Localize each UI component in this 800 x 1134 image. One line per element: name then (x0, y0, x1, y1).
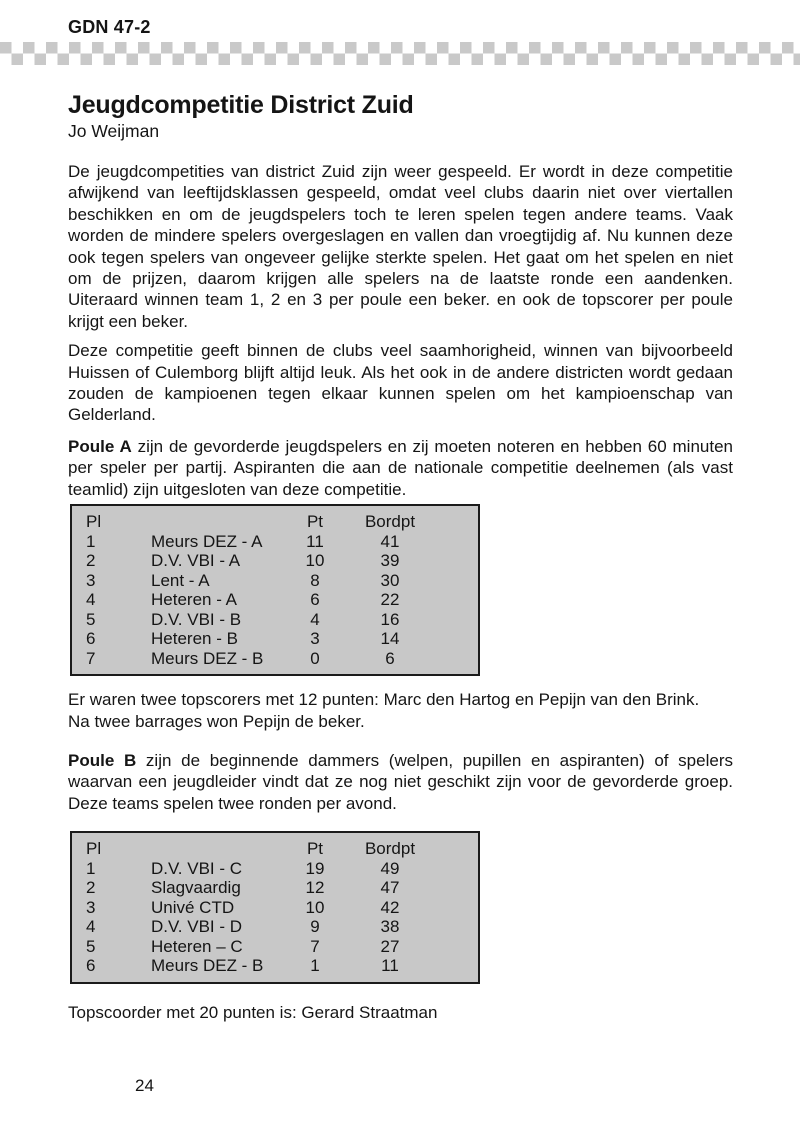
cell-pt: 12 (305, 878, 325, 898)
column-header-pl: Pl (86, 512, 102, 532)
cell-pt: 9 (310, 917, 320, 937)
cell-pt: 1 (310, 956, 320, 976)
standings-table-poule-b (70, 831, 480, 984)
table-row (71, 859, 479, 879)
paragraph-poule-b (68, 750, 733, 814)
cell-pl: 5 (86, 609, 96, 629)
column-header-bordpt: Bordpt (364, 839, 416, 859)
poule-b-label: Poule B (68, 750, 137, 770)
poule-a-label: Poule A (68, 436, 132, 456)
article-body (68, 92, 733, 1023)
table-row (71, 551, 479, 571)
paragraph-intro: De jeugdcompetities van district Zuid zijn weer gespeeld. Er wordt in deze competitie afwijkend van leeftijdsklassen gespeeld, omdat veel clubs daarin niet over viertallen beschikken en om de jeugdspelers toch te leren spelen tegen andere teams. Vaak worden de mindere spelers overgeslagen en vallen dan vroegtijdig af. Nu kunnen deze ook tegen spelers van ongeveer gelijke sterkte spelen. Het gaat om het spelen en niet om de prijzen, daarom krijgen alle spelers na de laatste ronde een aandenken. Uiteraard winnen team 1, 2 en 3 per poule een beker. en ook de topscorer per poule krijgt een beker. (68, 162, 733, 331)
cell-team: Lent - A (151, 570, 210, 590)
cell-filler (435, 859, 479, 879)
cell-bordpt: 49 (380, 858, 400, 878)
article-title: Jeugdcompetitie District Zuid (68, 91, 414, 119)
paragraph-topscorer-b: Topscoorder met 20 punten is: Gerard Straatman (68, 1002, 438, 1022)
cell-team: Meurs DEZ - B (151, 648, 264, 668)
column-header-pt: Pt (306, 512, 324, 532)
cell-pt: 4 (310, 609, 320, 629)
cell-pt: 0 (310, 648, 320, 668)
poule-a-text: zijn de gevorderde jeugdspelers en zij moeten noteren en hebben 60 minuten per speler per partij. Aspiranten die aan de nationale competitie deelnemen (als vast teamlid) zijn uitgesloten van deze competitie. (68, 436, 733, 499)
column-header-team (151, 832, 285, 859)
cell-bordpt: 47 (380, 878, 400, 898)
column-header-filler (435, 505, 479, 532)
cell-pl: 5 (86, 936, 96, 956)
cell-pl: 1 (86, 531, 96, 551)
cell-filler (435, 956, 479, 983)
cell-pl: 3 (86, 570, 96, 590)
cell-bordpt: 27 (380, 936, 400, 956)
cell-filler (435, 571, 479, 591)
table-row (71, 532, 479, 552)
cell-filler (435, 551, 479, 571)
cell-filler (435, 610, 479, 630)
page-number: 24 (135, 1076, 154, 1095)
cell-pl: 1 (86, 858, 96, 878)
cell-pt: 7 (310, 936, 320, 956)
checkerboard-divider (0, 42, 800, 65)
cell-bordpt: 11 (381, 956, 399, 976)
cell-team: Slagvaardig (151, 878, 241, 898)
cell-bordpt: 30 (380, 570, 400, 590)
column-header-pt: Pt (306, 839, 324, 859)
article-author: Jo Weijman (68, 121, 160, 141)
cell-pt: 11 (306, 531, 324, 551)
cell-pt: 8 (310, 570, 320, 590)
cell-bordpt: 14 (380, 629, 400, 649)
cell-pl: 4 (86, 590, 96, 610)
table-row (71, 956, 479, 983)
column-header-bordpt: Bordpt (364, 512, 416, 532)
cell-team: D.V. VBI - B (151, 609, 242, 629)
table-header-row (71, 505, 479, 532)
table-header-row (71, 832, 479, 859)
cell-team: Heteren - A (151, 590, 237, 610)
cell-pl: 7 (86, 648, 96, 668)
cell-filler (435, 532, 479, 552)
cell-bordpt: 41 (380, 531, 400, 551)
cell-pt: 3 (310, 629, 320, 649)
table-row (71, 571, 479, 591)
cell-bordpt: 6 (385, 648, 395, 668)
cell-team: Meurs DEZ - A (151, 531, 263, 551)
table-row (71, 590, 479, 610)
table-row (71, 937, 479, 957)
table-row (71, 649, 479, 676)
cell-filler (435, 629, 479, 649)
cell-pl: 4 (86, 917, 96, 937)
table-row (71, 610, 479, 630)
cell-bordpt: 38 (380, 917, 400, 937)
cell-filler (435, 917, 479, 937)
paragraph-poule-a (68, 436, 733, 500)
cell-pt: 19 (305, 858, 325, 878)
cell-bordpt: 16 (380, 609, 400, 629)
cell-bordpt: 42 (380, 897, 400, 917)
table-row (71, 917, 479, 937)
cell-team: D.V. VBI - D (151, 917, 243, 937)
cell-pt: 6 (310, 590, 320, 610)
document-header: GDN 47-2 (68, 17, 151, 37)
topscorers-a-line1: Er waren twee topscorers met 12 punten: Marc den Hartog en Pepijn van den Brink. (68, 690, 700, 710)
column-header-filler (435, 832, 479, 859)
cell-pl: 6 (86, 956, 96, 976)
cell-team: D.V. VBI - C (151, 858, 243, 878)
cell-team: Univé CTD (151, 897, 235, 917)
paragraph-cohesion: Deze competitie geeft binnen de clubs veel saamhorigheid, winnen van bijvoorbeeld Huissen of Culemborg blijft altijd leuk. Als het ook in de andere districten wordt gedaan zouden de kampioenen tegen elkaar kunnen spelen om het kampioenschap van Gelderland. (68, 341, 733, 425)
topscorers-a-line2: Na twee barrages won Pepijn de beker. (68, 711, 365, 731)
cell-pl: 2 (86, 551, 96, 571)
cell-filler (435, 898, 479, 918)
cell-pt: 10 (305, 897, 325, 917)
table-row (71, 878, 479, 898)
paragraph-topscorers-a (68, 689, 733, 732)
cell-bordpt: 39 (380, 551, 400, 571)
table-row (71, 898, 479, 918)
cell-team: Meurs DEZ - B (151, 956, 264, 976)
table-row (71, 629, 479, 649)
cell-bordpt: 22 (380, 590, 400, 610)
column-header-pl: Pl (86, 839, 102, 859)
cell-filler (435, 878, 479, 898)
cell-pl: 3 (86, 897, 96, 917)
cell-pl: 6 (86, 629, 96, 649)
cell-pt: 10 (305, 551, 325, 571)
column-header-team (151, 505, 285, 532)
cell-team: Heteren – C (151, 936, 243, 956)
cell-filler (435, 937, 479, 957)
cell-filler (435, 649, 479, 676)
poule-b-text: zijn de beginnende dammers (welpen, pupillen en aspiranten) of spelers waarvan een jeugdleider vindt dat ze nog niet geschikt zijn voor de gevorderde groep. Deze teams spelen twee ronden per avond. (68, 750, 733, 813)
standings-table-poule-a (70, 504, 480, 676)
cell-team: Heteren - B (151, 629, 238, 649)
cell-team: D.V. VBI - A (151, 551, 241, 571)
cell-pl: 2 (86, 878, 96, 898)
cell-filler (435, 590, 479, 610)
